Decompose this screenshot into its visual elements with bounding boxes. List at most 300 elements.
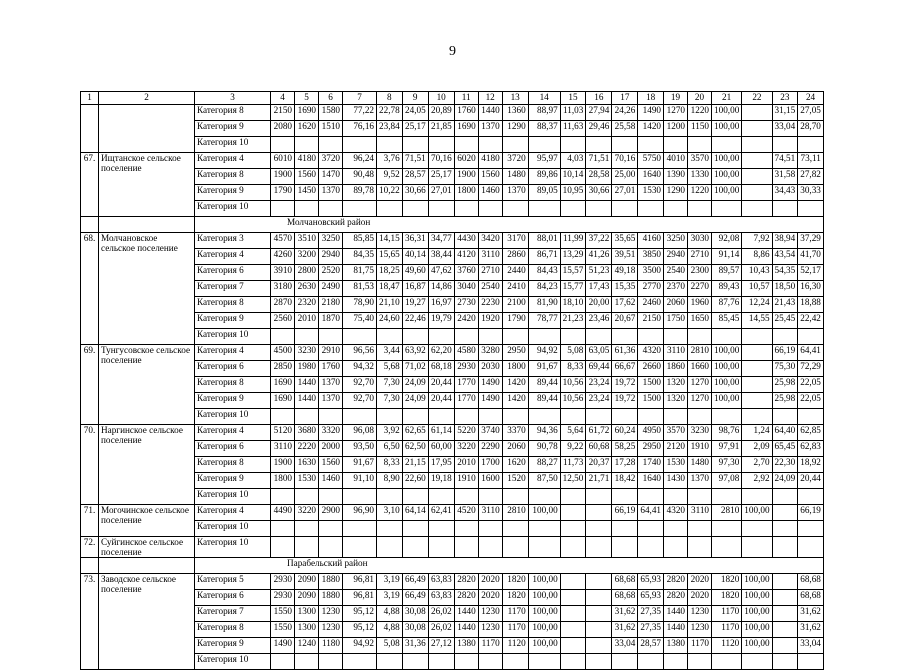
- value-cell: 23,46: [586, 313, 612, 329]
- value-cell: [742, 201, 772, 217]
- value-cell: 3,92: [377, 425, 403, 441]
- value-cell: 1460: [478, 185, 502, 201]
- value-cell: [772, 537, 798, 558]
- value-cell: [772, 409, 798, 425]
- value-cell: 7,92: [742, 233, 772, 249]
- value-cell: [343, 654, 377, 670]
- value-cell: 1760: [319, 361, 343, 377]
- column-header: 5: [295, 92, 319, 105]
- category-label: Категория 5: [195, 574, 271, 590]
- value-cell: [712, 201, 742, 217]
- value-cell: 8,33: [560, 361, 586, 377]
- value-cell: 1580: [319, 105, 343, 121]
- value-cell: 62,41: [428, 505, 454, 521]
- value-cell: [742, 153, 772, 169]
- value-cell: [428, 489, 454, 505]
- value-cell: 1640: [638, 169, 664, 185]
- value-cell: 81,53: [343, 281, 377, 297]
- value-cell: 1270: [688, 393, 712, 409]
- value-cell: 3110: [688, 505, 712, 521]
- value-cell: [454, 201, 478, 217]
- value-cell: [742, 537, 772, 558]
- value-cell: 1440: [454, 622, 478, 638]
- category-label: Категория 10: [195, 537, 271, 558]
- value-cell: 1870: [319, 313, 343, 329]
- value-cell: 2810: [688, 345, 712, 361]
- value-cell: 71,51: [586, 153, 612, 169]
- value-cell: 1170: [688, 638, 712, 654]
- value-cell: [742, 361, 772, 377]
- value-cell: 22,42: [798, 313, 824, 329]
- value-cell: 3110: [664, 345, 688, 361]
- category-label: Категория 8: [195, 622, 271, 638]
- value-cell: 91,14: [712, 249, 742, 265]
- value-cell: 37,29: [798, 233, 824, 249]
- category-label: Категория 9: [195, 393, 271, 409]
- value-cell: 19,72: [612, 377, 638, 393]
- value-cell: 49,60: [402, 265, 428, 281]
- value-cell: 3760: [454, 265, 478, 281]
- category-label: Категория 7: [195, 281, 271, 297]
- value-cell: 100,00: [528, 574, 560, 590]
- value-cell: [742, 137, 772, 153]
- value-cell: 24,26: [612, 105, 638, 121]
- value-cell: 18,50: [772, 281, 798, 297]
- value-cell: 1440: [295, 377, 319, 393]
- column-header: 18: [638, 92, 664, 105]
- value-cell: [402, 201, 428, 217]
- value-cell: [560, 201, 586, 217]
- value-cell: 2270: [688, 281, 712, 297]
- value-cell: 1120: [502, 638, 528, 654]
- value-cell: 20,89: [428, 105, 454, 121]
- value-cell: 17,62: [612, 297, 638, 313]
- category-label: Категория 8: [195, 169, 271, 185]
- value-cell: 38,94: [772, 233, 798, 249]
- value-cell: [478, 654, 502, 670]
- data-table: [80, 91, 824, 670]
- value-cell: 1200: [664, 121, 688, 137]
- value-cell: 1560: [319, 457, 343, 473]
- value-cell: [664, 521, 688, 537]
- value-cell: 3910: [271, 265, 295, 281]
- value-cell: 77,22: [343, 105, 377, 121]
- value-cell: [478, 329, 502, 345]
- category-label: Категория 10: [195, 201, 271, 217]
- value-cell: 98,76: [712, 425, 742, 441]
- value-cell: [454, 654, 478, 670]
- value-cell: 2630: [295, 281, 319, 297]
- value-cell: [742, 105, 772, 121]
- value-cell: 37,22: [586, 233, 612, 249]
- value-cell: [528, 329, 560, 345]
- value-cell: [428, 654, 454, 670]
- value-cell: [798, 654, 824, 670]
- value-cell: 28,57: [638, 638, 664, 654]
- value-cell: [586, 622, 612, 638]
- value-cell: [664, 329, 688, 345]
- column-header: 16: [586, 92, 612, 105]
- value-cell: 4160: [638, 233, 664, 249]
- value-cell: 89,86: [528, 169, 560, 185]
- value-cell: 2,70: [742, 457, 772, 473]
- value-cell: [742, 393, 772, 409]
- value-cell: 1640: [638, 473, 664, 489]
- value-cell: [377, 537, 403, 558]
- district-name: Парабельский район: [195, 558, 824, 574]
- value-cell: 100,00: [528, 590, 560, 606]
- value-cell: 100,00: [712, 377, 742, 393]
- value-cell: [688, 409, 712, 425]
- table-row: [81, 425, 824, 441]
- value-cell: [742, 185, 772, 201]
- value-cell: [560, 489, 586, 505]
- value-cell: 1470: [319, 169, 343, 185]
- value-cell: [586, 537, 612, 558]
- value-cell: 31,36: [402, 638, 428, 654]
- value-cell: 27,35: [638, 622, 664, 638]
- value-cell: 11,63: [560, 121, 586, 137]
- value-cell: 2420: [454, 313, 478, 329]
- value-cell: [586, 137, 612, 153]
- value-cell: 1700: [478, 457, 502, 473]
- column-header: 19: [664, 92, 688, 105]
- value-cell: 1980: [295, 361, 319, 377]
- value-cell: 5120: [271, 425, 295, 441]
- value-cell: 1550: [271, 606, 295, 622]
- value-cell: 1800: [502, 361, 528, 377]
- value-cell: 1650: [688, 313, 712, 329]
- value-cell: [612, 537, 638, 558]
- value-cell: [402, 409, 428, 425]
- value-cell: 20,00: [586, 297, 612, 313]
- value-cell: 23,24: [586, 393, 612, 409]
- value-cell: 2220: [295, 441, 319, 457]
- value-cell: 4,88: [377, 622, 403, 638]
- column-header: 7: [343, 92, 377, 105]
- settlement-number: 72.: [81, 537, 99, 558]
- value-cell: 3720: [502, 153, 528, 169]
- value-cell: [560, 574, 586, 590]
- column-header: 15: [560, 92, 586, 105]
- value-cell: 2940: [664, 249, 688, 265]
- value-cell: 1860: [664, 361, 688, 377]
- settlement-number: 73.: [81, 574, 99, 670]
- value-cell: 2490: [319, 281, 343, 297]
- value-cell: [502, 409, 528, 425]
- value-cell: [402, 537, 428, 558]
- value-cell: 3180: [271, 281, 295, 297]
- value-cell: 21,10: [377, 297, 403, 313]
- value-cell: 61,72: [586, 425, 612, 441]
- value-cell: 70,16: [428, 153, 454, 169]
- value-cell: 87,76: [712, 297, 742, 313]
- value-cell: [586, 489, 612, 505]
- value-cell: [638, 137, 664, 153]
- value-cell: 10,14: [560, 169, 586, 185]
- value-cell: 2950: [502, 345, 528, 361]
- value-cell: 22,78: [377, 105, 403, 121]
- value-cell: 1240: [295, 638, 319, 654]
- value-cell: [528, 409, 560, 425]
- value-cell: [798, 201, 824, 217]
- category-label: Категория 10: [195, 489, 271, 505]
- value-cell: [712, 329, 742, 345]
- value-cell: [319, 137, 343, 153]
- value-cell: [528, 654, 560, 670]
- value-cell: [742, 654, 772, 670]
- value-cell: [402, 654, 428, 670]
- value-cell: 1170: [712, 606, 742, 622]
- value-cell: [319, 537, 343, 558]
- settlement-number: 69.: [81, 345, 99, 425]
- value-cell: [478, 521, 502, 537]
- value-cell: 4260: [271, 249, 295, 265]
- value-cell: [772, 590, 798, 606]
- value-cell: 63,83: [428, 590, 454, 606]
- value-cell: 60,24: [612, 425, 638, 441]
- value-cell: [586, 329, 612, 345]
- settlement-name: [99, 105, 195, 153]
- category-label: Категория 8: [195, 377, 271, 393]
- value-cell: 89,44: [528, 377, 560, 393]
- value-cell: 89,05: [528, 185, 560, 201]
- value-cell: 1960: [688, 297, 712, 313]
- value-cell: [612, 409, 638, 425]
- category-label: Категория 7: [195, 606, 271, 622]
- blank-cell: [99, 558, 195, 574]
- value-cell: 1370: [319, 393, 343, 409]
- value-cell: 1370: [319, 377, 343, 393]
- value-cell: 100,00: [528, 606, 560, 622]
- value-cell: 1150: [688, 121, 712, 137]
- value-cell: 3250: [664, 233, 688, 249]
- value-cell: 54,35: [772, 265, 798, 281]
- value-cell: [319, 489, 343, 505]
- value-cell: 8,86: [742, 249, 772, 265]
- value-cell: 1820: [502, 574, 528, 590]
- category-label: Категория 9: [195, 473, 271, 489]
- category-label: Категория 10: [195, 329, 271, 345]
- value-cell: 5,08: [377, 638, 403, 654]
- value-cell: 3200: [295, 249, 319, 265]
- value-cell: 30,33: [798, 185, 824, 201]
- value-cell: 1230: [478, 622, 502, 638]
- value-cell: [528, 489, 560, 505]
- value-cell: 1620: [502, 457, 528, 473]
- value-cell: 1230: [478, 606, 502, 622]
- value-cell: 31,62: [798, 622, 824, 638]
- column-header: 8: [377, 92, 403, 105]
- value-cell: 66,49: [402, 574, 428, 590]
- value-cell: 24,60: [377, 313, 403, 329]
- value-cell: 2440: [502, 265, 528, 281]
- value-cell: 33,04: [772, 121, 798, 137]
- value-cell: 15,35: [612, 281, 638, 297]
- value-cell: [688, 201, 712, 217]
- value-cell: 2030: [478, 361, 502, 377]
- value-cell: 19,79: [428, 313, 454, 329]
- value-cell: [454, 489, 478, 505]
- value-cell: 1740: [638, 457, 664, 473]
- column-header: 23: [772, 92, 798, 105]
- value-cell: [502, 654, 528, 670]
- value-cell: 8,33: [377, 457, 403, 473]
- column-header: 10: [428, 92, 454, 105]
- value-cell: 27,82: [798, 169, 824, 185]
- value-cell: [428, 201, 454, 217]
- value-cell: [712, 409, 742, 425]
- category-label: Категория 10: [195, 409, 271, 425]
- value-cell: 3850: [638, 249, 664, 265]
- value-cell: [664, 201, 688, 217]
- value-cell: 1300: [295, 622, 319, 638]
- value-cell: 1620: [295, 121, 319, 137]
- value-cell: 91,67: [528, 361, 560, 377]
- value-cell: 100,00: [712, 185, 742, 201]
- value-cell: 2820: [664, 574, 688, 590]
- value-cell: 71,02: [402, 361, 428, 377]
- value-cell: 24,09: [402, 393, 428, 409]
- value-cell: 2910: [319, 345, 343, 361]
- value-cell: 4120: [454, 249, 478, 265]
- category-label: Категория 3: [195, 233, 271, 249]
- table-row: [81, 537, 824, 558]
- value-cell: 9,22: [560, 441, 586, 457]
- value-cell: 100,00: [742, 574, 772, 590]
- value-cell: [712, 137, 742, 153]
- value-cell: 1490: [478, 377, 502, 393]
- value-cell: 4490: [271, 505, 295, 521]
- settlement-number: 70.: [81, 425, 99, 505]
- value-cell: 2860: [502, 249, 528, 265]
- value-cell: 92,08: [712, 233, 742, 249]
- value-cell: [560, 622, 586, 638]
- value-cell: [560, 537, 586, 558]
- value-cell: [502, 489, 528, 505]
- value-cell: [742, 521, 772, 537]
- settlement-number: 68.: [81, 233, 99, 345]
- value-cell: 58,25: [612, 441, 638, 457]
- value-cell: [638, 409, 664, 425]
- value-cell: [528, 537, 560, 558]
- value-cell: 1230: [688, 622, 712, 638]
- value-cell: 97,30: [712, 457, 742, 473]
- value-cell: 64,14: [402, 505, 428, 521]
- value-cell: 18,25: [377, 265, 403, 281]
- value-cell: [798, 521, 824, 537]
- column-header: 21: [712, 92, 742, 105]
- value-cell: 100,00: [712, 345, 742, 361]
- value-cell: 1690: [271, 393, 295, 409]
- value-cell: 90,48: [343, 169, 377, 185]
- value-cell: [295, 654, 319, 670]
- value-cell: 2320: [295, 297, 319, 313]
- value-cell: 1490: [638, 105, 664, 121]
- value-cell: [772, 489, 798, 505]
- value-cell: [428, 137, 454, 153]
- value-cell: 88,01: [528, 233, 560, 249]
- value-cell: 64,40: [772, 425, 798, 441]
- value-cell: [377, 521, 403, 537]
- value-cell: 85,85: [343, 233, 377, 249]
- value-cell: 1760: [454, 105, 478, 121]
- value-cell: 90,78: [528, 441, 560, 457]
- value-cell: 96,08: [343, 425, 377, 441]
- value-cell: [638, 654, 664, 670]
- value-cell: [319, 329, 343, 345]
- value-cell: 4,88: [377, 606, 403, 622]
- value-cell: 20,44: [428, 393, 454, 409]
- value-cell: 21,85: [428, 121, 454, 137]
- value-cell: [664, 654, 688, 670]
- value-cell: 1910: [454, 473, 478, 489]
- district-row: [81, 217, 824, 233]
- category-label: Категория 6: [195, 441, 271, 457]
- value-cell: 17,95: [428, 457, 454, 473]
- value-cell: 26,02: [428, 606, 454, 622]
- value-cell: 1500: [638, 377, 664, 393]
- value-cell: 3220: [454, 441, 478, 457]
- settlement-name: Суйгинское сельское поселение: [99, 537, 195, 558]
- value-cell: [688, 654, 712, 670]
- category-label: Категория 10: [195, 521, 271, 537]
- value-cell: 33,04: [612, 638, 638, 654]
- value-cell: 35,65: [612, 233, 638, 249]
- value-cell: 1560: [295, 169, 319, 185]
- settlement-name: Тунгусовское сельское поселение: [99, 345, 195, 425]
- value-cell: 1370: [319, 185, 343, 201]
- value-cell: 86,71: [528, 249, 560, 265]
- value-cell: 27,12: [428, 638, 454, 654]
- value-cell: 73,11: [798, 153, 824, 169]
- value-cell: 1320: [664, 393, 688, 409]
- value-cell: [319, 654, 343, 670]
- value-cell: 4180: [478, 153, 502, 169]
- table-row: [81, 345, 824, 361]
- category-label: Категория 4: [195, 153, 271, 169]
- value-cell: 100,00: [712, 105, 742, 121]
- value-cell: 29,46: [586, 121, 612, 137]
- value-cell: [295, 201, 319, 217]
- value-cell: 2,09: [742, 441, 772, 457]
- value-cell: 1,24: [742, 425, 772, 441]
- value-cell: 1380: [664, 638, 688, 654]
- value-cell: 66,19: [612, 505, 638, 521]
- value-cell: 1800: [454, 185, 478, 201]
- value-cell: [712, 521, 742, 537]
- value-cell: [772, 201, 798, 217]
- value-cell: 12,24: [742, 297, 772, 313]
- value-cell: [664, 489, 688, 505]
- value-cell: 4010: [664, 153, 688, 169]
- value-cell: 2930: [271, 574, 295, 590]
- value-cell: [478, 201, 502, 217]
- value-cell: 65,93: [638, 574, 664, 590]
- value-cell: 3570: [688, 153, 712, 169]
- value-cell: 88,27: [528, 457, 560, 473]
- category-label: Категория 4: [195, 249, 271, 265]
- value-cell: [772, 622, 798, 638]
- value-cell: 21,43: [772, 297, 798, 313]
- value-cell: 4320: [664, 505, 688, 521]
- value-cell: [742, 377, 772, 393]
- column-header: 20: [688, 92, 712, 105]
- value-cell: 1530: [638, 185, 664, 201]
- value-cell: 8,90: [377, 473, 403, 489]
- column-header: 17: [612, 92, 638, 105]
- value-cell: 96,81: [343, 574, 377, 590]
